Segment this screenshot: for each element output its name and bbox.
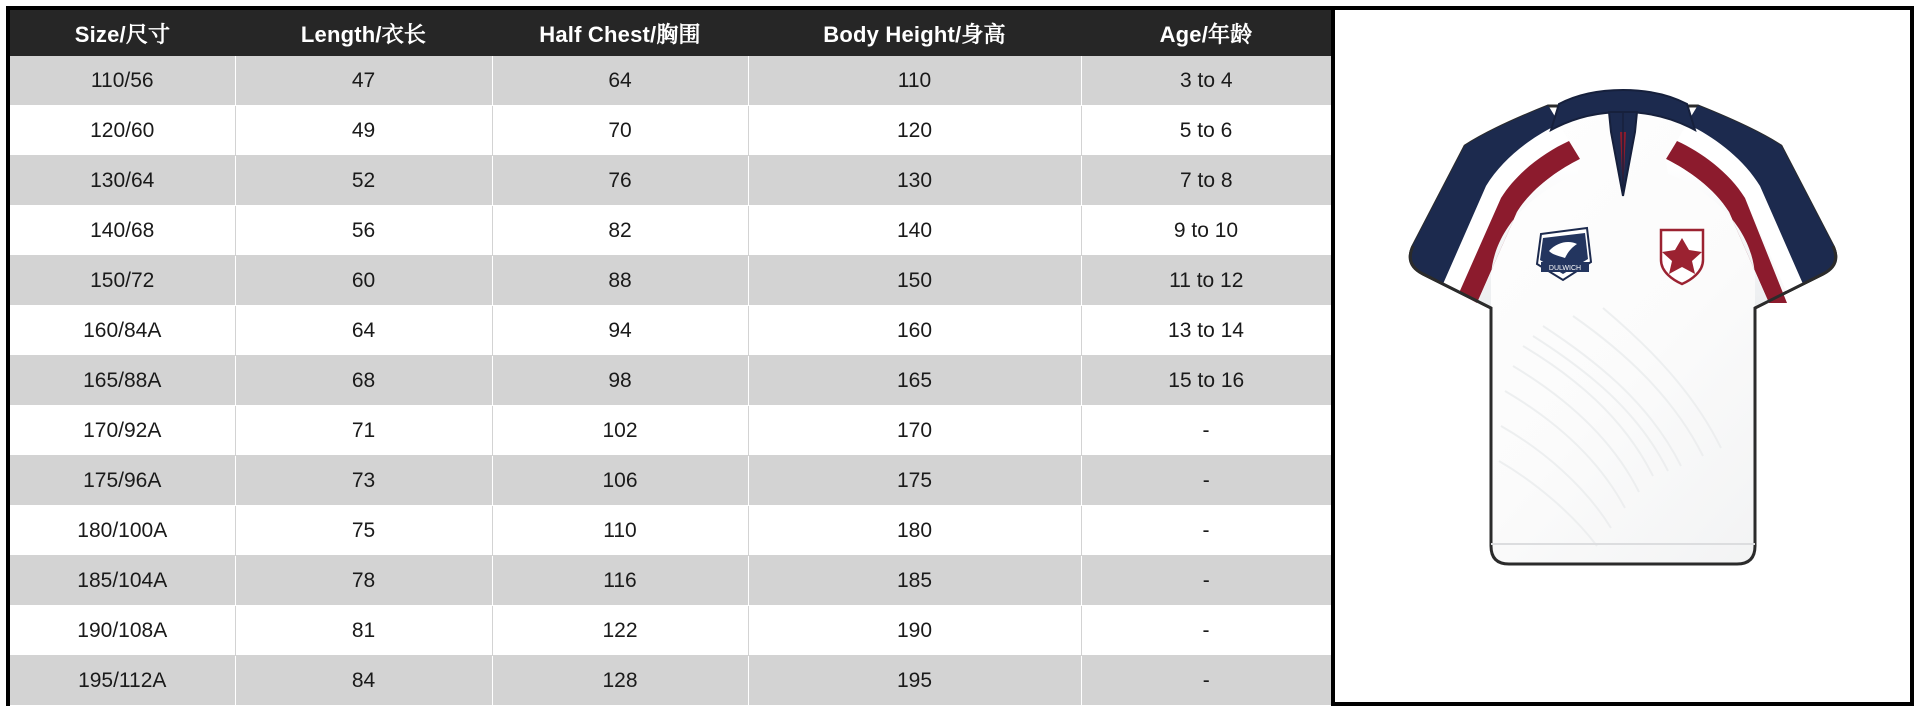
cell-half-chest: 88 (492, 256, 748, 306)
cell-length: 78 (235, 556, 492, 606)
cell-length: 71 (235, 406, 492, 456)
column-header-half-chest: Half Chest/胸围 (492, 10, 748, 56)
cell-age: - (1081, 406, 1331, 456)
cell-size: 130/64 (10, 156, 235, 206)
cell-body-height: 120 (748, 106, 1081, 156)
cell-half-chest: 94 (492, 306, 748, 356)
cell-body-height: 185 (748, 556, 1081, 606)
cell-half-chest: 116 (492, 556, 748, 606)
cell-half-chest: 128 (492, 656, 748, 706)
cell-body-height: 175 (748, 456, 1081, 506)
cell-age: 11 to 12 (1081, 256, 1331, 306)
cell-size: 185/104A (10, 556, 235, 606)
cell-age: - (1081, 556, 1331, 606)
cell-size: 190/108A (10, 606, 235, 656)
cell-size: 195/112A (10, 656, 235, 706)
cell-age: - (1081, 456, 1331, 506)
cell-body-height: 180 (748, 506, 1081, 556)
badge-text: DULWICH (1548, 265, 1581, 272)
cell-half-chest: 106 (492, 456, 748, 506)
cell-age: 13 to 14 (1081, 306, 1331, 356)
cell-length: 75 (235, 506, 492, 556)
cell-size: 165/88A (10, 356, 235, 406)
cell-half-chest: 70 (492, 106, 748, 156)
cell-length: 49 (235, 106, 492, 156)
table-row (10, 356, 1331, 406)
size-table-head (10, 10, 1331, 56)
polo-shirt-illustration (1373, 46, 1873, 666)
product-image-pane (1331, 10, 1910, 702)
cell-half-chest: 110 (492, 506, 748, 556)
cell-size: 180/100A (10, 506, 235, 556)
cell-age: 15 to 16 (1081, 356, 1331, 406)
cell-length: 81 (235, 606, 492, 656)
table-row (10, 506, 1331, 556)
column-header-age: Age/年龄 (1081, 10, 1331, 56)
cell-half-chest: 122 (492, 606, 748, 656)
cell-size: 175/96A (10, 456, 235, 506)
cell-body-height: 110 (748, 56, 1081, 106)
cell-length: 68 (235, 356, 492, 406)
table-row (10, 606, 1331, 656)
cell-size: 160/84A (10, 306, 235, 356)
cell-body-height: 195 (748, 656, 1081, 706)
chart-frame (6, 6, 1914, 706)
table-row (10, 306, 1331, 356)
cell-half-chest: 102 (492, 406, 748, 456)
cell-length: 60 (235, 256, 492, 306)
cell-age: - (1081, 606, 1331, 656)
cell-size: 170/92A (10, 406, 235, 456)
right-chest-crest (1661, 230, 1703, 284)
cell-body-height: 170 (748, 406, 1081, 456)
cell-length: 64 (235, 306, 492, 356)
header-row (10, 10, 1331, 56)
cell-body-height: 150 (748, 256, 1081, 306)
cell-body-height: 130 (748, 156, 1081, 206)
table-row (10, 206, 1331, 256)
cell-age: - (1081, 656, 1331, 706)
cell-body-height: 165 (748, 356, 1081, 406)
table-row (10, 656, 1331, 706)
cell-age: 5 to 6 (1081, 106, 1331, 156)
column-header-size: Size/尺寸 (10, 10, 235, 56)
table-row (10, 406, 1331, 456)
cell-body-height: 160 (748, 306, 1081, 356)
table-row (10, 56, 1331, 106)
column-header-length: Length/衣长 (235, 10, 492, 56)
cell-age: 3 to 4 (1081, 56, 1331, 106)
cell-half-chest: 64 (492, 56, 748, 106)
cell-age: - (1081, 506, 1331, 556)
cell-length: 52 (235, 156, 492, 206)
cell-length: 56 (235, 206, 492, 256)
size-table-pane (10, 10, 1331, 702)
cell-half-chest: 76 (492, 156, 748, 206)
cell-body-height: 140 (748, 206, 1081, 256)
size-table (10, 10, 1332, 706)
table-row (10, 556, 1331, 606)
table-row (10, 456, 1331, 506)
cell-length: 73 (235, 456, 492, 506)
cell-size: 110/56 (10, 56, 235, 106)
column-header-body-height: Body Height/身高 (748, 10, 1081, 56)
size-table-body (10, 56, 1331, 706)
cell-length: 47 (235, 56, 492, 106)
cell-length: 84 (235, 656, 492, 706)
cell-age: 7 to 8 (1081, 156, 1331, 206)
table-row (10, 106, 1331, 156)
cell-size: 140/68 (10, 206, 235, 256)
cell-size: 150/72 (10, 256, 235, 306)
polo-shirt-svg (1373, 46, 1873, 666)
cell-half-chest: 98 (492, 356, 748, 406)
table-row (10, 256, 1331, 306)
cell-size: 120/60 (10, 106, 235, 156)
cell-half-chest: 82 (492, 206, 748, 256)
cell-body-height: 190 (748, 606, 1081, 656)
cell-age: 9 to 10 (1081, 206, 1331, 256)
table-row (10, 156, 1331, 206)
